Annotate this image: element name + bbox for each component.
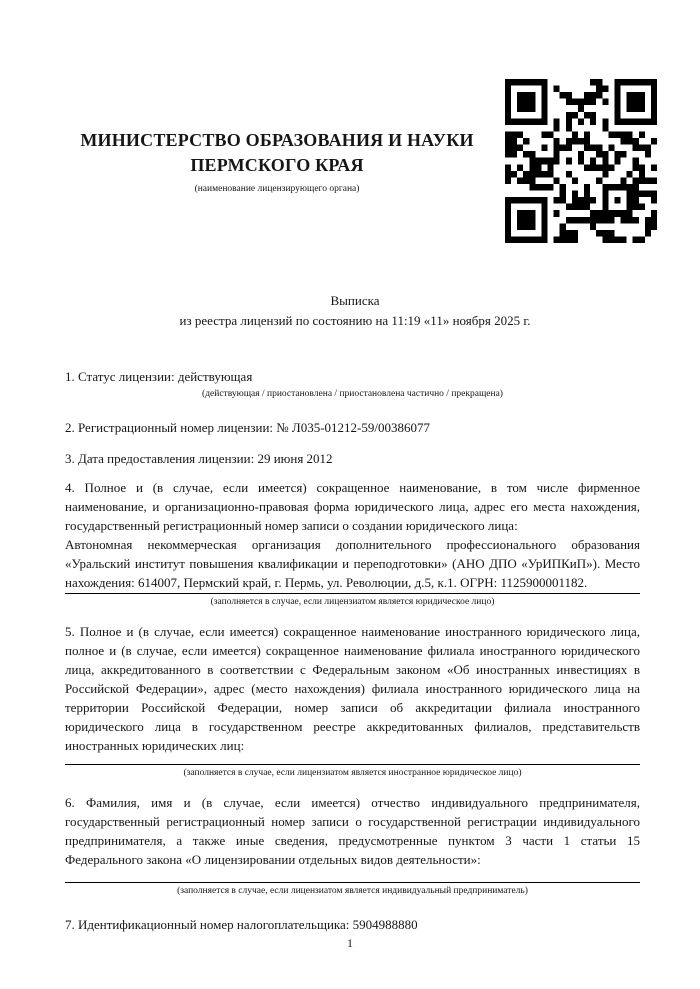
item-foreign-entity: [65, 622, 640, 779]
licensing-authority-name: [62, 128, 492, 178]
item-taxpayer-number: 7. Идентификационный номер налогоплательщика: 5904988880: [65, 917, 418, 932]
foreign-entity-blank-field: [65, 764, 640, 765]
authority-caption: (наименование лицензирующего органа): [194, 184, 360, 194]
legal-entity-answer: Автономная некоммерческая организация дополнительного профессионального образования «Уральский институт повышения квалификации и переподготовки» (АНО ДПО «УрИПКиП»). Место нахождения: 614007, Пермский край, г. Пермь, ул. Революции, д.5, к.1. ОГРН: 1125900001182.: [65, 535, 640, 594]
entrepreneur-caption: (заполняется в случае, если лицензиатом является индивидуальный предприниматель): [177, 886, 528, 896]
title-line1: Выписка: [330, 293, 380, 308]
document-title: [65, 291, 645, 331]
item-registration-number: 2. Регистрационный номер лицензии: № Л035-01212-59/00386077: [65, 420, 431, 435]
item-individual-entrepreneur: [65, 793, 640, 897]
qr-code-icon: [505, 79, 657, 243]
foreign-entity-caption: (заполняется в случае, если лицензиатом является иностранное юридическое лицо): [183, 768, 522, 778]
ministry-name-line1: МИНИСТЕРСТВО ОБРАЗОВАНИЯ И НАУКИ: [80, 130, 474, 150]
entrepreneur-blank-field: [65, 882, 640, 883]
foreign-entity-question: 5. Полное и (в случае, если имеется) сокращенное наименование иностранного юридического лица, полное и (в случае, если имеется) сокращенное наименование филиала иностранного юридического лица, аккредитованного в соответствии с Федеральным законом «Об иностранных инвестициях в Российской Федерации», адрес (место нахождения) филиала иностранного юридического лица на территории Российской Федерации, номер записи об аккредитации филиала иностранного юридического лица в государственном реестре аккредитованных филиалов, представительств иностранных юридических лиц:: [65, 624, 640, 753]
ministry-name-line2: ПЕРМСКОГО КРАЯ: [190, 155, 364, 175]
page-number: 1: [347, 936, 353, 950]
item-license-date: 3. Дата предоставления лицензии: 29 июня 2012: [65, 451, 333, 466]
document-header: [62, 0, 492, 195]
entrepreneur-question: 6. Фамилия, имя и (в случае, если имеется) отчество индивидуального предпринимателя, государственный регистрационный номер записи о государственной регистрации индивидуального предпринимателя, а также иные сведения, предусмотренные пунктом 3 части 1 статьи 15 Федерального закона «О лицензировании отдельных видов деятельности»:: [65, 795, 640, 867]
title-line2: из реестра лицензий по состоянию на 11:19 «11» ноября 2025 г.: [179, 313, 531, 328]
item-legal-entity: [65, 478, 640, 608]
license-status-text: 1. Статус лицензии: действующая: [65, 369, 253, 384]
legal-entity-caption: (заполняется в случае, если лицензиатом является юридическое лицо): [210, 597, 495, 607]
legal-entity-question: 4. Полное и (в случае, если имеется) сокращенное наименование, в том числе фирменное наименование, и организационно-правовая форма юридического лица, адрес его места нахождения, государственный регистрационный номер записи о создании юридического лица:: [65, 480, 640, 533]
license-status-caption: (действующая / приостановлена / приостановлена частично / прекращена): [202, 389, 503, 399]
document-body: [65, 367, 640, 934]
item-license-status: [65, 367, 640, 400]
